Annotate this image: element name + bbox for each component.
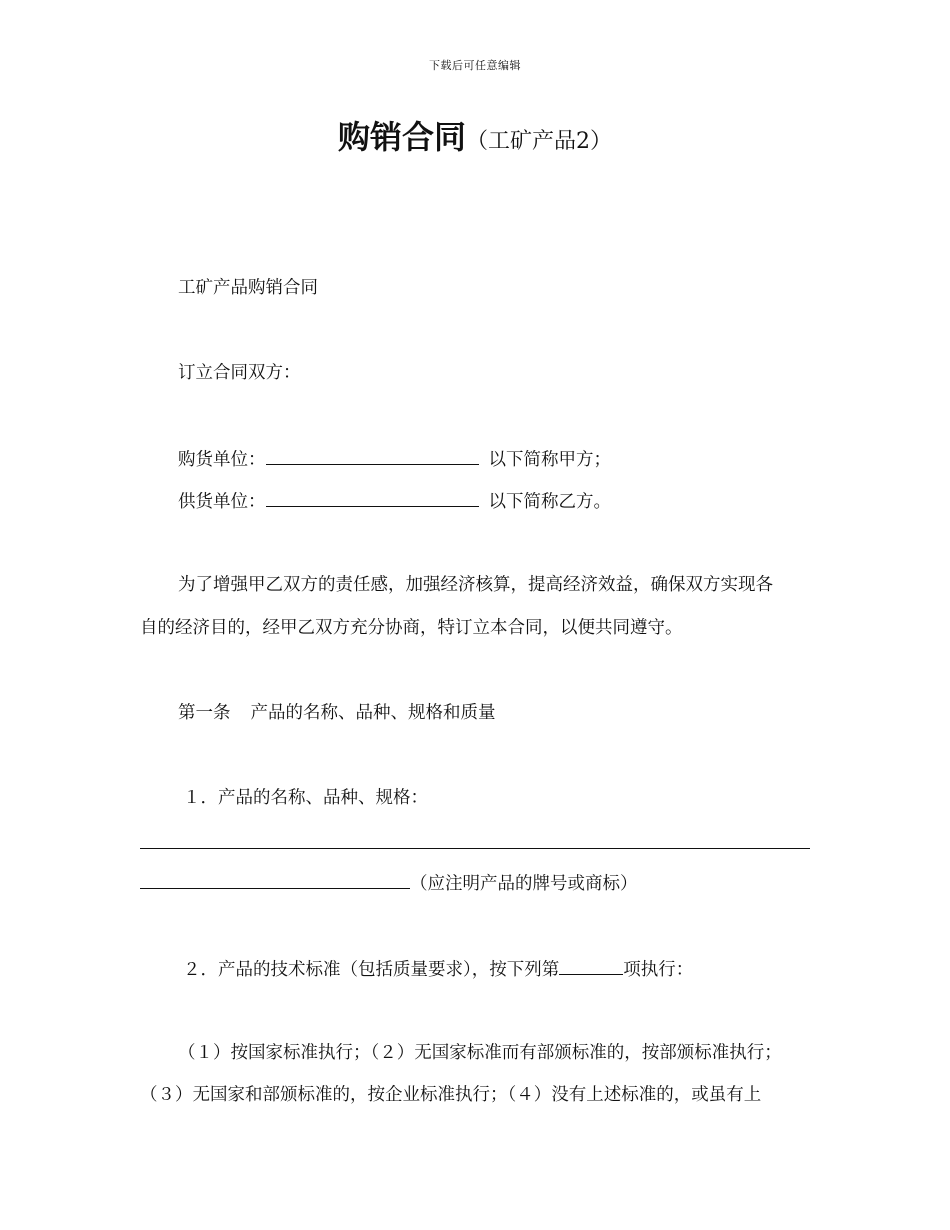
item-1-note: （应注明产品的牌号或商标） <box>410 874 638 894</box>
parties-heading: 订立合同双方： <box>178 363 301 383</box>
item-1-heading: １．产品的名称、品种、规格： <box>183 788 428 808</box>
item-2-suffix: 项执行： <box>623 960 694 980</box>
header-note: 下载后可任意编辑 <box>429 59 521 72</box>
standards-line-1: （１）按国家标准执行；（２）无国家标准而有部颁标准的，按部颁标准执行； <box>178 1043 782 1063</box>
seller-suffix: 以下简称乙方。 <box>488 492 611 512</box>
title-main: 购销合同 <box>337 118 466 156</box>
buyer-suffix: 以下简称甲方； <box>488 450 611 470</box>
buyer-name-blank[interactable] <box>266 446 479 465</box>
article-1-title: 产品的名称、品种、规格和质量 <box>250 703 496 723</box>
article-1-heading <box>178 701 496 725</box>
seller-name-blank[interactable] <box>266 488 479 507</box>
document-title <box>0 112 950 158</box>
product-spec-blank-line[interactable] <box>140 848 810 849</box>
product-brand-blank[interactable] <box>140 870 410 889</box>
item-2-row <box>183 956 693 982</box>
purpose-paragraph-line-1: 为了增强甲乙双方的责任感，加强经济核算，提高经济效益，确保双方实现各 <box>178 575 773 595</box>
item-2-prefix: ２．产品的技术标准（包括质量要求），按下列第 <box>183 960 560 980</box>
article-1-label: 第一条 <box>178 703 231 723</box>
buyer-label: 购货单位： <box>178 450 266 470</box>
standards-line-2: （３）无国家和部颁标准的，按企业标准执行；（４）没有上述标准的，或虽有上 <box>140 1085 762 1105</box>
item-1-note-row <box>140 870 638 896</box>
item-2-option-blank[interactable] <box>559 956 623 975</box>
seller-row <box>178 488 611 514</box>
title-sub: （工矿产品2） <box>466 129 612 154</box>
buyer-row <box>178 446 611 472</box>
purpose-paragraph-line-2: 自的经济目的，经甲乙双方充分协商，特订立本合同，以便共同遵守。 <box>140 618 683 638</box>
seller-label: 供货单位： <box>178 492 266 512</box>
contract-doc-name: 工矿产品购销合同 <box>178 278 318 298</box>
